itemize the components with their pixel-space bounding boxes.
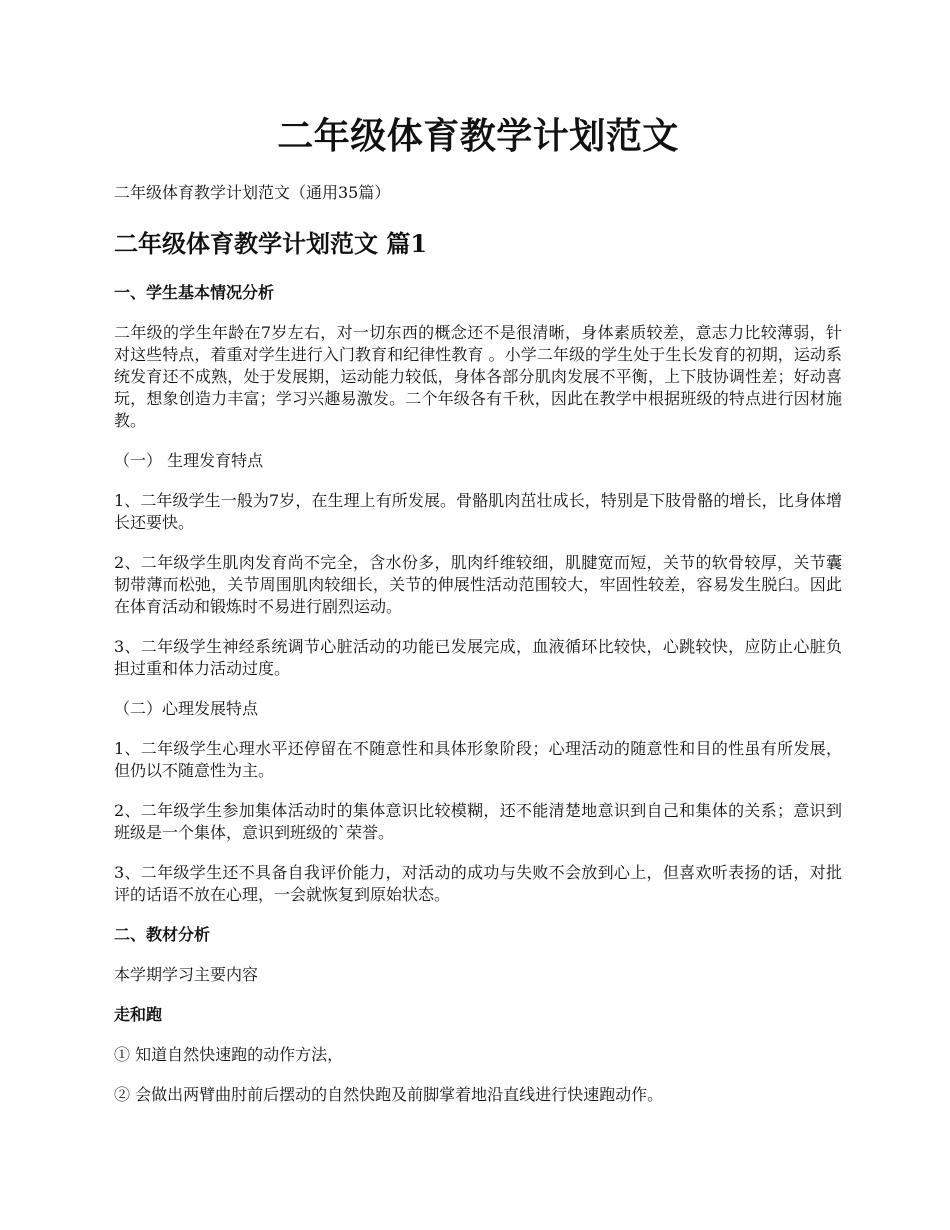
subheading-physiological: （一） 生理发育特点 xyxy=(114,451,264,470)
paragraph-physiological-1: 1、二年级学生一般为7岁，在生理上有所发展。骨骼肌肉茁壮成长，特别是下肢骨骼的增长，比身体增长还要快。 xyxy=(114,491,842,532)
document-title: 二年级体育教学计划范文 xyxy=(277,115,679,157)
heading-student-analysis: 一、学生基本情况分析 xyxy=(114,283,275,302)
document-page xyxy=(114,108,842,1124)
heading-materials-analysis: 二、教材分析 xyxy=(114,925,211,944)
list-item-2: ② 会做出两臂曲肘前后摆动的自然快跑及前脚掌着地沿直线进行快速跑动作。 xyxy=(114,1085,664,1104)
heading-walk-and-run: 走和跑 xyxy=(114,1005,163,1024)
paragraph-main-content: 本学期学习主要内容 xyxy=(114,965,259,984)
document-subtitle: 二年级体育教学计划范文（通用35篇） xyxy=(114,183,391,202)
subheading-psychological: （二）心理发展特点 xyxy=(114,699,259,718)
paragraph-physiological-3: 3、二年级学生神经系统调节心脏活动的功能已发展完成，血液循环比较快，心跳较快，应防止心脏负担过重和体力活动过度。 xyxy=(114,637,842,678)
paragraph-physiological-2: 2、二年级学生肌肉发育尚不完全，含水份多，肌肉纤维较细，肌腱宽而短，关节的软骨较厚，关节囊韧带薄而松弛，关节周围肌肉较细长，关节的伸展性活动范围较大，牢固性较差，容易发生脱臼。因此在体育活动和锻炼时不易进行剧烈运动。 xyxy=(114,553,842,616)
paragraph-psychological-2: 2、二年级学生参加集体活动时的集体意识比较模糊，还不能清楚地意识到自己和集体的关系；意识到班级是一个集体，意识到班级的`荣誉。 xyxy=(114,801,842,842)
paragraph-student-overview: 二年级的学生年龄在7岁左右，对一切东西的概念还不是很清晰，身体素质较差，意志力比较薄弱，针对这些特点，着重对学生进行入门教育和纪律性教育 。小学二年级的学生处于生长发育的初期，运动系统发育还不成熟，处于发展期，运动能力较低，身体各部分肌肉发展不平衡，上下肢协调性差；好动喜玩，想象创造力丰富；学习兴趣易激发。二个年级各有千秋，因此在教学中根据班级的特点进行因材施教。 xyxy=(114,323,842,430)
section-title: 二年级体育教学计划范文 篇1 xyxy=(114,229,428,258)
list-item-1: ① 知道自然快速跑的动作方法， xyxy=(114,1045,344,1064)
paragraph-psychological-3: 3、二年级学生还不具备自我评价能力，对活动的成功与失败不会放到心上，但喜欢听表扬的话，对批评的话语不放在心理，一会就恢复到原始状态。 xyxy=(114,863,842,904)
paragraph-psychological-1: 1、二年级学生心理水平还停留在不随意性和具体形象阶段；心理活动的随意性和目的性虽有所发展，但仍以不随意性为主。 xyxy=(114,739,842,780)
